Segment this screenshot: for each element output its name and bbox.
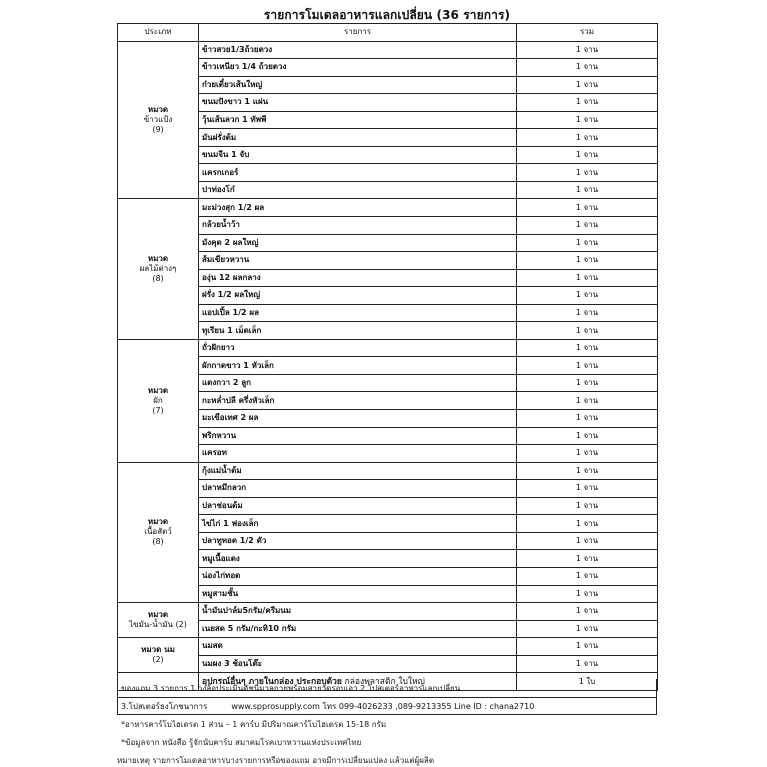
table-header-row xyxy=(118,24,658,42)
category-name-2: เนื้อสัตว์ xyxy=(144,527,172,537)
category-cell xyxy=(118,199,199,339)
table-row xyxy=(118,129,658,147)
item-label: แครกเกอร์ xyxy=(199,164,517,182)
item-qty: 1 จาน xyxy=(517,234,658,252)
category-name-2: ผลไม้ต่างๆ xyxy=(139,264,177,274)
item-label: มะม่วงสุก 1/2 ผล xyxy=(199,199,517,217)
item-label: ถั่วฝักยาว xyxy=(199,339,517,357)
item-label: ผักกาดขาว 1 หัวเล็ก xyxy=(199,357,517,375)
item-qty: 1 จาน xyxy=(517,445,658,463)
item-label: พริกหวาน xyxy=(199,427,517,445)
item-qty: 1 จาน xyxy=(517,392,658,410)
category-cell xyxy=(118,41,199,199)
item-qty: 1 จาน xyxy=(517,515,658,533)
table-row xyxy=(118,181,658,199)
table-row xyxy=(118,357,658,375)
table-row xyxy=(118,234,658,252)
item-qty: 1 จาน xyxy=(517,287,658,305)
item-label: องุ่น 12 ผลกลาง xyxy=(199,269,517,287)
item-qty: 1 จาน xyxy=(517,532,658,550)
table-body xyxy=(118,41,658,690)
item-qty: 1 จาน xyxy=(517,480,658,498)
item-qty: 1 จาน xyxy=(517,269,658,287)
table-row xyxy=(118,322,658,340)
table-row xyxy=(118,76,658,94)
item-label: วุ้นเส้นลวก 1 ทัพพี xyxy=(199,111,517,129)
item-qty: 1 จาน xyxy=(517,304,658,322)
item-qty: 1 จาน xyxy=(517,550,658,568)
freebie-poster: 3.โปสเตอร์ธงโภชนาการ xyxy=(121,702,208,711)
item-label: มันฝรั่งต้ม xyxy=(199,129,517,147)
equipment-label-bold: อุปกรณ์อื่นๆ ภายในกล่อง ประกอบด้วย xyxy=(202,676,342,687)
table-row xyxy=(118,410,658,428)
table-row xyxy=(118,94,658,112)
table-row xyxy=(118,515,658,533)
category-cell xyxy=(118,462,199,602)
table-row xyxy=(118,164,658,182)
item-qty: 1 จาน xyxy=(517,620,658,638)
item-label: กะหล่ำปลี ครึ่งหัวเล็ก xyxy=(199,392,517,410)
category-count: (7) xyxy=(152,405,164,415)
table-row xyxy=(118,638,658,656)
item-qty: 1 จาน xyxy=(517,603,658,621)
page-title: รายการโมเดลอาหารแลกเปลี่ยน (36 รายการ) xyxy=(263,8,511,22)
item-qty: 1 จาน xyxy=(517,76,658,94)
item-label: แครอท xyxy=(199,445,517,463)
category-name: หมวด นม xyxy=(141,645,175,655)
item-label: ขนมปังขาว 1 แผ่น xyxy=(199,94,517,112)
item-qty: 1 จาน xyxy=(517,374,658,392)
category-name: หมวด xyxy=(147,254,169,264)
table-row xyxy=(118,567,658,585)
freebie-box xyxy=(117,676,657,715)
table-row xyxy=(118,339,658,357)
table-row xyxy=(118,445,658,463)
item-qty: 1 จาน xyxy=(517,59,658,77)
table-row xyxy=(118,269,658,287)
category-cell xyxy=(118,638,199,673)
item-qty: 1 จาน xyxy=(517,164,658,182)
item-qty: 1 จาน xyxy=(517,252,658,270)
item-qty: 1 จาน xyxy=(517,497,658,515)
item-label: ข้าวเหนียว 1/4 ถ้วยตวง xyxy=(199,59,517,77)
table-row xyxy=(118,427,658,445)
item-label: หมูสามชั้น xyxy=(199,585,517,603)
freebie-divider xyxy=(118,697,656,698)
item-qty: 1 จาน xyxy=(517,638,658,656)
table-row xyxy=(118,620,658,638)
header-category: ประเภท xyxy=(118,24,199,42)
category-name-2: ผัก xyxy=(153,395,163,405)
item-label: ส้มเขียวหวาน xyxy=(199,252,517,270)
item-label: ขนมจีน 1 จับ xyxy=(199,146,517,164)
item-qty: 1 จาน xyxy=(517,181,658,199)
category-name-2: ข้าวแป้ง xyxy=(143,115,173,124)
table-row xyxy=(118,199,658,217)
equipment-label-rest: กล่องพลาสติก ใบใหญ่ xyxy=(341,676,425,687)
table-row xyxy=(118,497,658,515)
item-qty: 1 จาน xyxy=(517,94,658,112)
item-qty: 1 จาน xyxy=(517,146,658,164)
table-row xyxy=(118,585,658,603)
item-label: ปลาหมึกลวก xyxy=(199,480,517,498)
item-label: แตงกวา 2 ลูก xyxy=(199,374,517,392)
item-label: กุ้งแม่น้ำต้ม xyxy=(199,462,517,480)
table-row xyxy=(118,146,658,164)
item-label: ปลาทูทอด 1/2 ตัว xyxy=(199,532,517,550)
table-row xyxy=(118,462,658,480)
category-count: (8) xyxy=(152,274,164,284)
header-total: รวม xyxy=(517,24,658,42)
table-row xyxy=(118,550,658,568)
item-label: นมผง 3 ช้อนโต๊ะ xyxy=(199,655,517,673)
category-count: (8) xyxy=(152,537,164,547)
table-row xyxy=(118,252,658,270)
item-qty: 1 จาน xyxy=(517,129,658,147)
table-row xyxy=(118,532,658,550)
item-qty: 1 จาน xyxy=(517,655,658,673)
table-row xyxy=(118,41,658,59)
category-cell xyxy=(118,603,199,638)
category-name: หมวด xyxy=(147,105,169,114)
category-name: หมวด xyxy=(147,517,169,527)
item-qty: 1 จาน xyxy=(517,410,658,428)
item-label: นมสด xyxy=(199,638,517,656)
item-qty: 1 จาน xyxy=(517,339,658,357)
table-row xyxy=(118,217,658,235)
item-label: ข้าวสวย1/3ถ้วยตวง xyxy=(199,41,517,59)
item-qty: 1 จาน xyxy=(517,217,658,235)
item-label: มังคุด 2 ผลใหญ่ xyxy=(199,234,517,252)
item-label: น่องไก่ทอด xyxy=(199,567,517,585)
item-qty: 1 จาน xyxy=(517,357,658,375)
category-name: หมวด xyxy=(147,610,169,620)
freebie-line-2 xyxy=(121,700,534,713)
note-remark: หมายเหตุ รายการโมเดลอาหารบางรายการหรือของแถม อาจมีการเปลี่ยนแปลง แล้วแต่ผู้ผลิต xyxy=(117,756,435,765)
category-count: (9) xyxy=(152,125,164,134)
table-row xyxy=(118,392,658,410)
table-row xyxy=(118,655,658,673)
item-label: ไข่ไก่ 1 ฟองเล็ก xyxy=(199,515,517,533)
item-qty: 1 จาน xyxy=(517,199,658,217)
table-row xyxy=(118,603,658,621)
category-count: (2) xyxy=(152,655,164,665)
item-qty: 1 จาน xyxy=(517,462,658,480)
category-name: หมวด xyxy=(147,385,169,395)
equipment-qty: 1 ใบ xyxy=(517,673,658,691)
table-row xyxy=(118,287,658,305)
item-label: ปาท่องโก๋ xyxy=(199,181,517,199)
item-label: ก๋วยเตี๋ยวเส้นใหญ่ xyxy=(199,76,517,94)
item-label: มะเขือเทศ 2 ผล xyxy=(199,410,517,428)
item-qty: 1 จาน xyxy=(517,111,658,129)
table-row xyxy=(118,304,658,322)
item-qty: 1 จาน xyxy=(517,567,658,585)
item-label: น้ำมันปาล์ม5กรัม/ครีมนม xyxy=(199,603,517,621)
item-label: ฝรั่ง 1/2 ผลใหญ่ xyxy=(199,287,517,305)
food-model-table xyxy=(117,23,658,691)
category-cell xyxy=(118,339,199,462)
table-row xyxy=(118,59,658,77)
table-row xyxy=(118,374,658,392)
item-label: ปลาช่อนต้ม xyxy=(199,497,517,515)
contact-info: www.spprosupply.com โทร 099-4026233 ,089-9213355 Line ID : chana2710 xyxy=(231,702,535,711)
item-qty: 1 จาน xyxy=(517,427,658,445)
note-source: *ข้อมูลจาก หนังสือ รู้จักนับคาร์บ สมาคมโรคเบาหวานแห่งประเทศไทย xyxy=(121,738,362,747)
category-name-2: ไขมัน-น้ำมัน (2) xyxy=(129,620,187,630)
table-row xyxy=(118,480,658,498)
freebie-line-1: ของแถม 3 รายการ 1.วงล้อประเมินดัชนีมวลกายพร้อมสายวัดรอบเอว 2.โปสเตอร์อาหารแลกเปลี่ยน xyxy=(121,684,461,693)
item-qty: 1 จาน xyxy=(517,41,658,59)
item-qty: 1 จาน xyxy=(517,322,658,340)
note-carb: *อาหารคาร์โบไฮเดรต 1 ส่วน – 1 คาร์บ มีปริมาณคาร์โบไฮเดรต 15-18 กรัม xyxy=(121,720,387,729)
item-label: เนยสด 5 กรัม/กะทิ10 กรัม xyxy=(199,620,517,638)
item-label: แอปเปิ้ล 1/2 ผล xyxy=(199,304,517,322)
item-label: หมูเนื้อแดง xyxy=(199,550,517,568)
item-label: ทุเรียน 1 เม็ดเล็ก xyxy=(199,322,517,340)
item-qty: 1 จาน xyxy=(517,585,658,603)
table-row xyxy=(118,111,658,129)
item-label: กล้วยน้ำว้า xyxy=(199,217,517,235)
header-item: รายการ xyxy=(199,24,517,42)
